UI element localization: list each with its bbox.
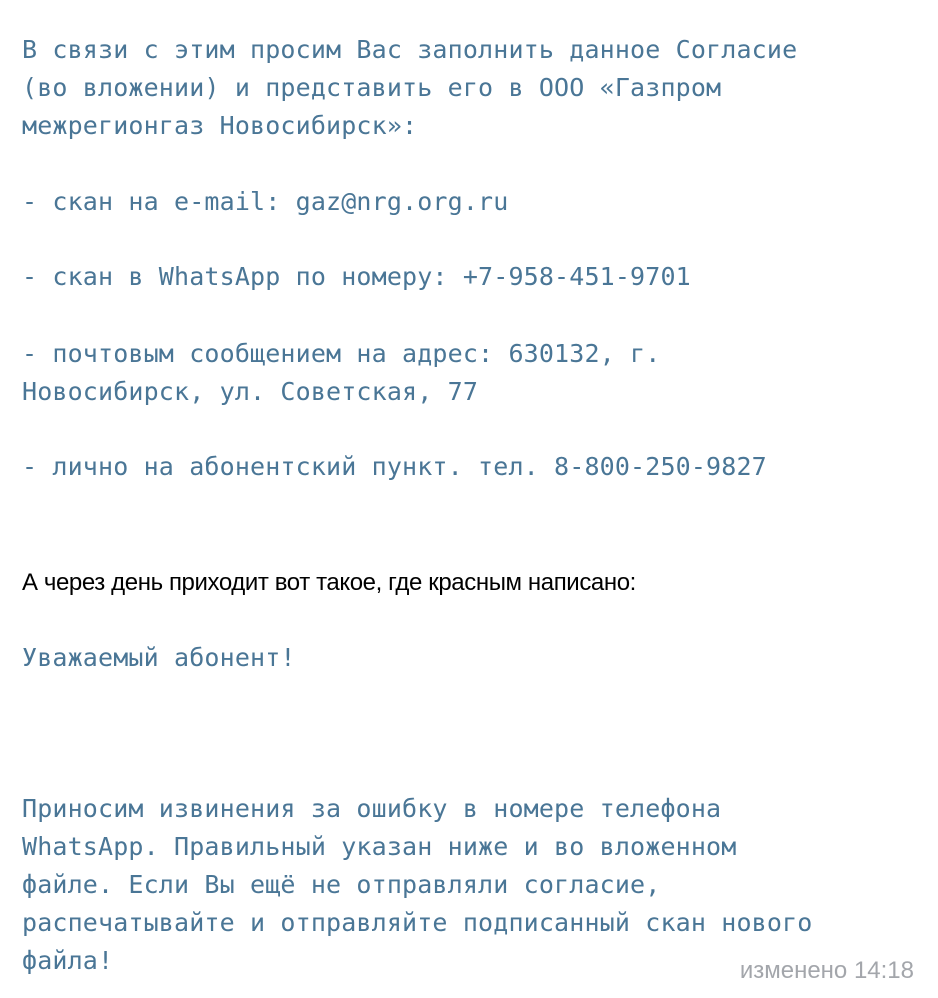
- author-comment: А через день приходит вот такое, где красным написано:: [22, 569, 636, 596]
- edited-timestamp: изменено 14:18: [739, 957, 914, 984]
- quote-line: распечатывайте и отправляйте подписанный скан нового: [22, 908, 813, 937]
- item-office: - лично на абонентский пункт. тел. 8-800-250-9827: [22, 452, 767, 481]
- quote-line: файле. Если Вы ещё не отправляли согласие,: [22, 870, 661, 899]
- quote-line: (во вложении) и представить его в ООО «Газпром: [22, 73, 722, 102]
- quote-line: файла!: [22, 946, 114, 975]
- quote-apology: [22, 790, 812, 980]
- item-email: - скан на e-mail: gaz@nrg.org.ru: [22, 187, 509, 216]
- quote-greeting: Уважаемый абонент!: [22, 643, 296, 672]
- quote-line: межрегионгаз Новосибирск»:: [22, 111, 418, 140]
- item-post-line: - почтовым сообщением на адрес: 630132, г.: [22, 339, 661, 368]
- quote-line: Приносим извинения за ошибку в номере телефона: [22, 794, 722, 823]
- quote-line: В связи с этим просим Вас заполнить данное Согласие: [22, 35, 798, 64]
- item-whatsapp: - скан в WhatsApp по номеру: +7-958-451-9701: [22, 262, 691, 291]
- item-post-line: Новосибирск, ул. Советская, 77: [22, 377, 479, 406]
- quote-consent-request: [22, 31, 797, 145]
- item-post: [22, 335, 660, 411]
- quote-line: WhatsApp. Правильный указан ниже и во вложенном: [22, 832, 737, 861]
